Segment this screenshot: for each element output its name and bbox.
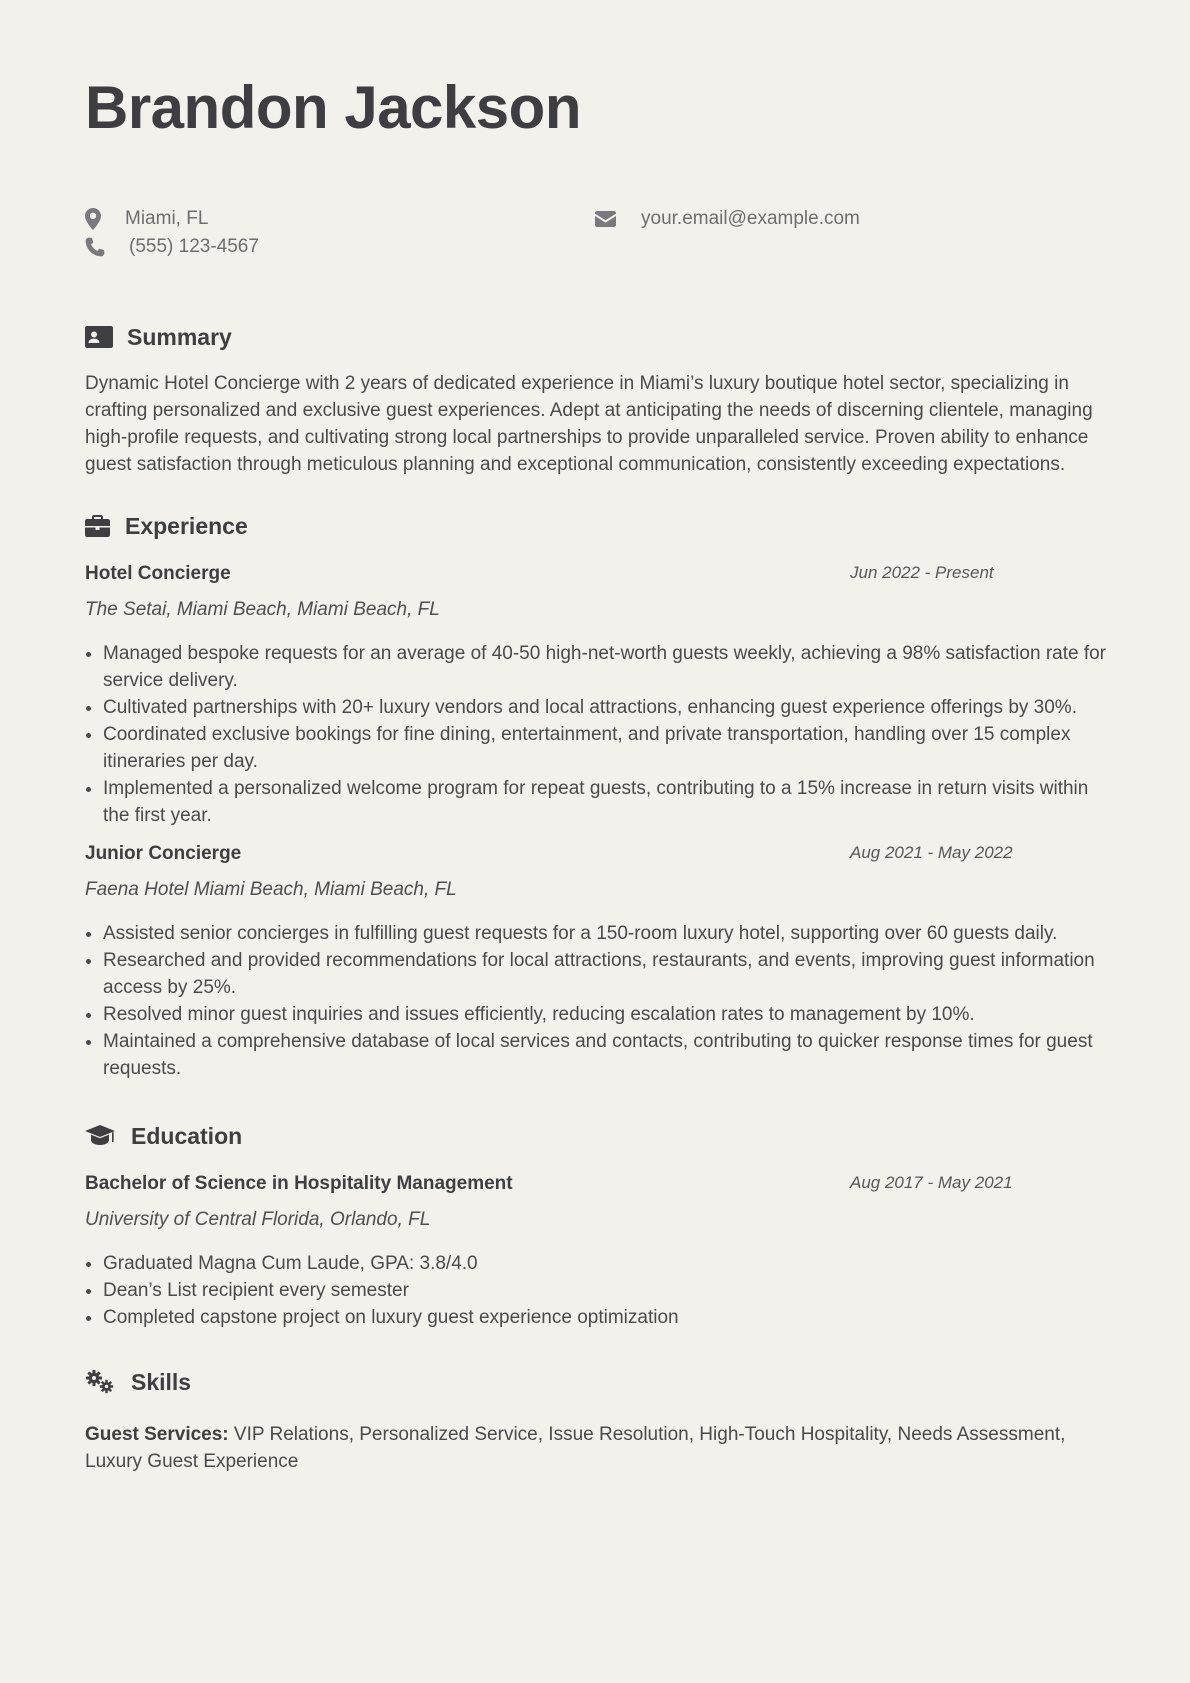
contact-location bbox=[85, 206, 208, 232]
contact-email bbox=[595, 206, 860, 232]
job-employer: The Setai, Miami Beach, Miami Beach, FL bbox=[85, 599, 440, 620]
list-item: • Coordinated exclusive bookings for fine dining, entertainment, and private transportation, handling over 15 complex itineraries per day. bbox=[103, 721, 1107, 775]
entry-header bbox=[85, 563, 1105, 589]
list-item: • Maintained a comprehensive database of local services and contacts, contributing to quicker response times for guest requests. bbox=[103, 1028, 1107, 1082]
summary-text: Dynamic Hotel Concierge with 2 years of dedicated experience in Miami’s luxury boutique hotel sector, specializing in crafting personalized and exclusive guest experiences. Adept at anticipating the needs of discerning clientele, managing high-profile requests, and cultivating strong local partnerships to provide unparalleled service. Proven ability to enhance guest satisfaction through meticulous planning and exceptional communication, consistently exceeding expectations. bbox=[85, 373, 1093, 475]
skills-title: Skills bbox=[131, 1368, 192, 1395]
job-title: Junior Concierge bbox=[85, 843, 242, 864]
education-section-header bbox=[85, 1119, 1105, 1153]
list-item: • Researched and provided recommendations for local attractions, restaurants, and events, improving guest information access by 25%. bbox=[103, 947, 1107, 1001]
job-employer: Faena Hotel Miami Beach, Miami Beach, FL bbox=[85, 879, 457, 900]
education-bullets bbox=[85, 1250, 1107, 1331]
id-card-icon bbox=[85, 326, 127, 348]
envelope-icon bbox=[595, 211, 641, 227]
cogs-icon bbox=[85, 1370, 131, 1394]
experience-entry bbox=[85, 843, 1105, 1082]
list-item: • Completed capstone project on luxury guest experience optimization bbox=[103, 1304, 1107, 1331]
list-item: • Managed bespoke requests for an average of 40-50 high-net-worth guests weekly, achieving a 98% satisfaction rate for service delivery. bbox=[103, 640, 1107, 694]
education-entry bbox=[85, 1173, 1105, 1331]
experience-title: Experience bbox=[125, 512, 248, 539]
location-text: Miami, FL bbox=[125, 208, 209, 229]
briefcase-icon bbox=[85, 515, 125, 537]
skills-group-label: Guest Services: bbox=[85, 1424, 229, 1445]
job-date: Aug 2021 - May 2022 bbox=[850, 843, 1013, 862]
list-item: • Graduated Magna Cum Laude, GPA: 3.8/4.0 bbox=[103, 1250, 1107, 1277]
candidate-name: Brandon Jackson bbox=[85, 74, 581, 141]
list-item: • Dean’s List recipient every semester bbox=[103, 1277, 1107, 1304]
skills-group-items: VIP Relations, Personalized Service, Issue Resolution, High-Touch Hospitality, Needs Assessment, Luxury Guest Experience bbox=[85, 1424, 1066, 1472]
experience-entry bbox=[85, 563, 1105, 829]
school-name: University of Central Florida, Orlando, FL bbox=[85, 1209, 431, 1230]
job-date: Jun 2022 - Present bbox=[850, 563, 994, 582]
job-bullets bbox=[85, 920, 1107, 1082]
summary-section-header bbox=[85, 320, 1105, 354]
summary-title: Summary bbox=[127, 323, 232, 350]
list-item: • Resolved minor guest inquiries and issues efficiently, reducing escalation rates to management by 10%. bbox=[103, 1001, 1107, 1028]
map-marker-icon bbox=[85, 208, 125, 230]
graduation-cap-icon bbox=[85, 1125, 131, 1147]
experience-section-header bbox=[85, 509, 1105, 543]
education-title: Education bbox=[131, 1122, 243, 1149]
list-item: • Assisted senior concierges in fulfilling guest requests for a 150-room luxury hotel, supporting over 60 guests daily. bbox=[103, 920, 1107, 947]
email-link[interactable]: your.email@example.com bbox=[641, 208, 860, 229]
skills-group bbox=[85, 1421, 1107, 1475]
list-item: • Cultivated partnerships with 20+ luxury vendors and local attractions, enhancing guest experience offerings by 30%. bbox=[103, 694, 1107, 721]
entry-header bbox=[85, 843, 1105, 869]
list-item: • Implemented a personalized welcome program for repeat guests, contributing to a 15% increase in return visits within the first year. bbox=[103, 775, 1107, 829]
entry-header bbox=[85, 1173, 1105, 1199]
contact-phone bbox=[85, 234, 259, 260]
degree-title: Bachelor of Science in Hospitality Management bbox=[85, 1173, 513, 1194]
phone-text[interactable]: (555) 123-4567 bbox=[129, 236, 259, 257]
contact-info bbox=[85, 206, 1105, 266]
phone-icon bbox=[85, 237, 129, 257]
job-title: Hotel Concierge bbox=[85, 563, 231, 584]
job-bullets bbox=[85, 640, 1107, 829]
degree-date: Aug 2017 - May 2021 bbox=[850, 1173, 1013, 1192]
skills-section-header bbox=[85, 1365, 1105, 1399]
